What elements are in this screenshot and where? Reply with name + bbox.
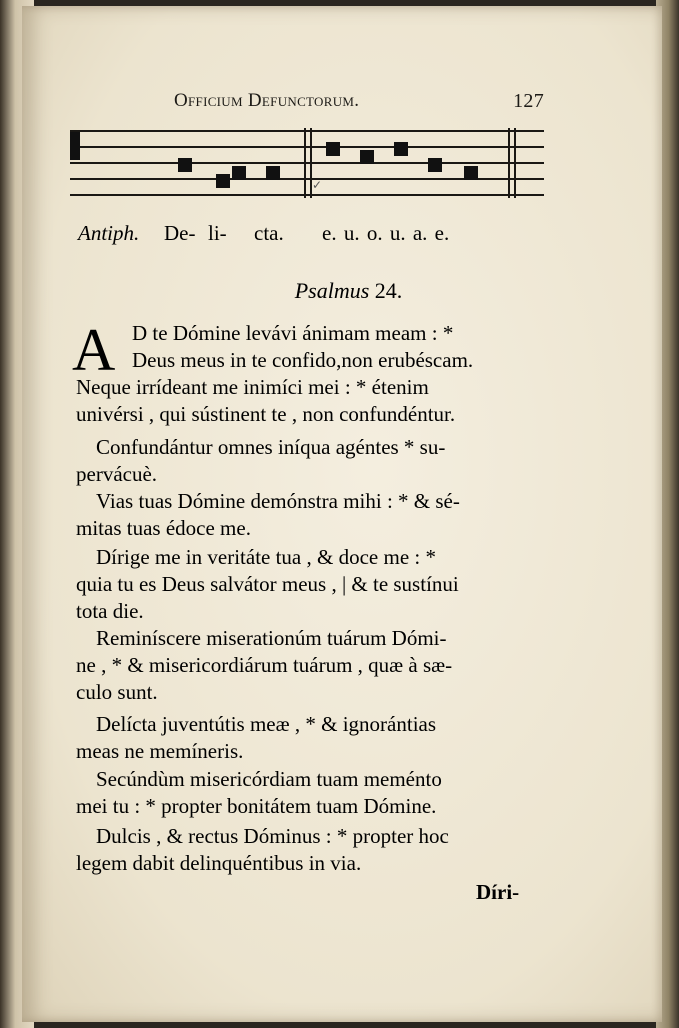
bar-line [508,128,510,198]
psalm-line: ne , * & misericordiárum tuárum , quæ à sæ- [76,653,453,677]
drop-cap: A [72,317,116,383]
antiphon-syllable: cta. [254,221,284,245]
psalm-line: mei tu : * propter bonitátem tuam Dómine. [76,794,437,818]
note [360,150,374,164]
bar-line [514,128,516,198]
psalm-line: Reminíscere miserationúm tuárum Dómi- [96,626,447,650]
psalm-line: mitas tuas édoce me. [76,516,251,540]
antiphon-label: Antiph. [78,221,140,245]
note [232,166,246,180]
psalm-line: Delícta juventútis meæ , * & ignorántias [96,712,437,736]
custos-icon: ✓ [312,178,323,192]
psalm-number: 24. [374,278,403,303]
psalm-line: Deus meus in te confido,non erubéscam. [132,348,474,372]
psalm-title [0,278,679,304]
psalm-line: Neque irrídeant me inimíci mei : * étenim [76,375,429,399]
psalm-title-word: Psalmus [294,278,370,303]
psalm-line: tota die. [76,599,144,623]
note [266,166,280,180]
clef-icon [70,132,80,160]
psalm-line: Vias tuas Dómine demónstra mihi : * & sé- [96,489,460,513]
note [216,174,230,188]
running-head [174,90,544,112]
staff-line [70,162,544,164]
psalm-line: Secúndùm misericórdiam tuam meménto [96,767,442,791]
psalm-line: D te Dómine levávi ánimam meam : * [132,321,454,345]
psalm-line: univérsi , qui sústinent te , non confundéntur. [76,402,456,426]
note [464,166,478,180]
page-number: 127 [513,90,544,112]
psalm-line: culo sunt. [76,680,158,704]
psalm-line: Confundántur omnes iníqua agéntes * su- [96,435,446,459]
catchword: Díri- [476,880,520,904]
psalm-line: meas ne memíneris. [76,739,244,763]
antiphon-syllable: De- [164,221,196,245]
psalm-line: Dírige me in veritáte tua , & doce me : * [96,545,436,569]
running-head-title: Officium Defunctorum. [174,90,360,111]
note [428,158,442,172]
bar-line [304,128,306,198]
staff-line [70,130,544,132]
psalm-line: quia tu es Deus salvátor meus , | & te sustínui [76,572,459,596]
chant-staff [70,122,544,206]
psalm-line: legem dabit delinquéntibus in via. [76,851,362,875]
psalm-line: Dulcis , & rectus Dóminus : * propter hoc [96,824,449,848]
antiphon-syllable: e. u. o. u. a. e. [322,221,450,245]
note [326,142,340,156]
staff-line [70,146,544,148]
note [394,142,408,156]
psalm-line: pervácuè. [76,462,158,486]
antiphon-syllable: li- [208,221,227,245]
note [178,158,192,172]
staff-line [70,194,544,196]
